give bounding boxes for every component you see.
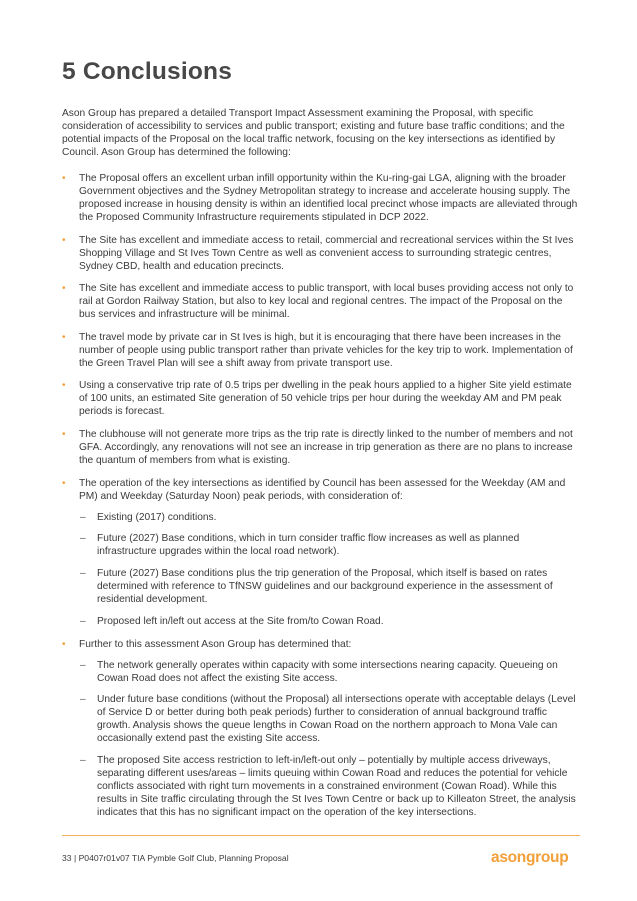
list-item	[62, 282, 580, 321]
bullet-icon: •	[62, 234, 66, 246]
bullet-icon: •	[62, 283, 66, 295]
list-item	[62, 331, 580, 370]
intro-paragraph: Ason Group has prepared a detailed Transport Impact Assessment examining the Proposal, with specific consideration of accessibility to services and public transport; existing and future base traffic conditions; and the potential impacts of the Proposal on the local traffic network, focusing on the key intersections as identified by Council. Ason Group has determined the following:	[62, 108, 565, 158]
list-item-text: The operation of the key intersections as identified by Council has been assessed for the Weekday (AM and PM) and Weekday (Saturday Noon) peak periods, with consideration of:	[79, 477, 566, 502]
bullet-icon: •	[62, 173, 66, 184]
bullet-icon: •	[62, 380, 66, 392]
section-heading: 5 Conclusions	[62, 58, 233, 85]
footer-divider	[62, 835, 580, 836]
list-item-text: Further to this assessment Ason Group has determined that:	[79, 638, 352, 650]
bullet-icon: •	[62, 428, 66, 440]
dash-icon: –	[80, 568, 86, 580]
sublist-item-text: Under future base conditions (without the Proposal) all intersections operate with acceptable delays (Level of Service D or better during both peak periods) further to consideration of annual background traffic growth. Analysis shows the queue lengths in Cowan Road on the northern approach to Mona Vale can occasionally extend past the existing Site access.	[97, 694, 576, 745]
list-item-text: The clubhouse will not generate more trips as the trip rate is directly linked to the number of members and not GFA. Accordingly, any renovations will not see an increase in trip generation as there are no plans to increase the quantum of members from what is existing.	[79, 428, 573, 466]
sublist-item	[79, 693, 580, 745]
conditions-sublist	[79, 511, 580, 628]
list-item-text: The Site has excellent and immediate access to retail, commercial and recreational services within the St Ives Shopping Village and St Ives Town Centre as well as convenient access to surrounding strategic centres, Sydney CBD, health and education precincts.	[79, 234, 574, 272]
ason-group-logo	[491, 847, 581, 867]
svg-text:asongroup	[491, 849, 568, 866]
conclusions-list	[62, 172, 580, 829]
sublist-item	[79, 567, 580, 606]
logo-part-ason: ason	[491, 849, 526, 866]
list-item	[62, 234, 580, 273]
sublist-item	[79, 532, 580, 558]
logo-part-group: group	[525, 849, 569, 866]
list-item	[62, 428, 580, 467]
list-item-text: The Proposal offers an excellent urban infill opportunity within the Ku-ring-gai LGA, aligning with the broader Government objectives and the Sydney Metropolitan strategy to increase and accelerate housing supply. The proposed increase in housing density is within an identified local precinct whose impacts are alleviated through the Proposed Community Infrastructure requirements stipulated in DCP 2022.	[79, 173, 578, 223]
dash-icon: –	[80, 755, 86, 767]
sublist-item-text: Existing (2017) conditions.	[97, 511, 217, 523]
list-item-text: The Site has excellent and immediate access to public transport, with local buses providing access not only to rail at Gordon Railway Station, but also to key local and regional centres. The impact of the Proposal on the bus services and infrastructure will be minimal.	[79, 283, 574, 321]
dash-icon: –	[80, 615, 86, 627]
list-item-text: Using a conservative trip rate of 0.5 trips per dwelling in the peak hours applied to a higher Site yield estimate of 100 units, an estimated Site generation of 50 vehicle trips per hour during the weekday AM and PM peak periods is forecast.	[79, 380, 572, 418]
list-item	[62, 638, 580, 820]
list-item	[62, 379, 580, 418]
dash-icon: –	[80, 694, 86, 706]
findings-sublist	[79, 659, 580, 820]
bullet-icon: •	[62, 638, 66, 650]
dash-icon: –	[80, 511, 86, 523]
sublist-item-text: The network generally operates within capacity with some intersections nearing capacity. Queueing on Cowan Road does not affect the existing Site access.	[97, 659, 558, 684]
sublist-item-text: Future (2027) Base conditions plus the trip generation of the Proposal, which itself is based on rates determined with reference to TfNSW guidelines and our background experience in the assessment of residential development.	[97, 568, 553, 606]
bullet-icon: •	[62, 331, 66, 343]
sublist-item	[79, 511, 580, 524]
sublist-item	[79, 615, 580, 628]
sublist-item	[79, 659, 580, 685]
dash-icon: –	[80, 533, 86, 545]
list-item-text: The travel mode by private car in St Ives is high, but it is encouraging that there have been increases in the number of people using public transport rather than private vehicles for the key trip to work. Implementation of the Green Travel Plan will see a shift away from private transport use.	[79, 331, 573, 369]
list-item	[62, 172, 580, 224]
bullet-icon: •	[62, 477, 66, 489]
sublist-item-text: The proposed Site access restriction to left-in/left-out only – potentially by multiple access driveways, separating different uses/areas – limits queuing within Cowan Road and reduces the potential for vehicle conflicts associated with right turn movements in a constrained environment (Cowan Road). While this results in Site traffic circulating through the St Ives Town Centre or back up to Killeaton Street, the analysis indicates that this has no significant impact on the operation of the key intersections.	[97, 755, 576, 819]
list-item	[62, 477, 580, 628]
sublist-item-text: Future (2027) Base conditions, which in turn consider traffic flow increases as well as planned infrastructure upgrades within the local road network).	[97, 533, 520, 558]
sublist-item-text: Proposed left in/left out access at the Site from/to Cowan Road.	[97, 615, 384, 627]
sublist-item	[79, 754, 580, 819]
dash-icon: –	[80, 659, 86, 671]
footer-text: 33 | P0407r01v07 TIA Pymble Golf Club, Planning Proposal	[62, 853, 289, 863]
